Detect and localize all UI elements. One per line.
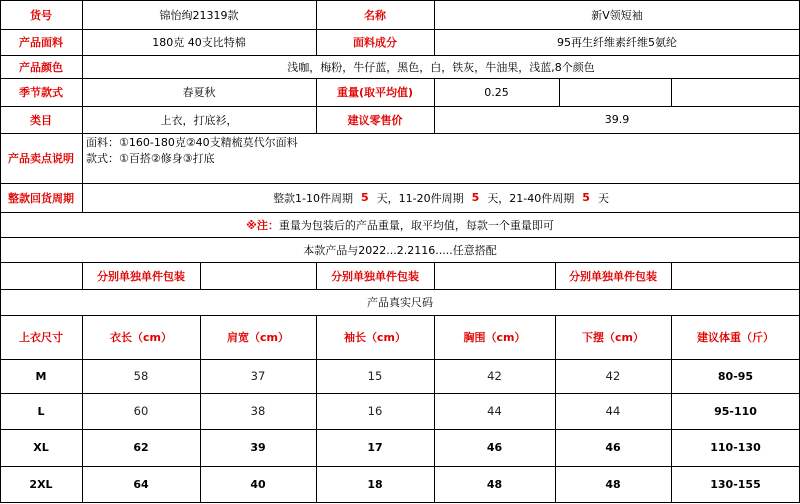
grid-line [555, 315, 556, 503]
size-cell: 64 [133, 477, 149, 491]
grid-line [0, 29, 800, 30]
label-code: 货号 [30, 8, 52, 22]
size-cell: 60 [133, 404, 149, 418]
size-cell: 40 [250, 477, 266, 491]
grid-line [0, 133, 800, 134]
grid-line [555, 262, 556, 289]
size-cell-weight: 130-155 [710, 477, 761, 491]
cycle-days-1: 5 [361, 191, 369, 204]
grid-line [434, 315, 435, 503]
packaging-note-2: 分别单独单件包装 [331, 269, 419, 283]
size-label: 2XL [29, 477, 53, 491]
grid-line [434, 262, 435, 289]
size-cell: 48 [605, 477, 621, 491]
size-cell: 44 [605, 404, 621, 418]
label-delivery-cycle: 整款回货周期 [8, 191, 74, 205]
note-mark: ※注： [246, 218, 279, 232]
grid-line [671, 78, 672, 106]
size-cell: 42 [487, 369, 502, 383]
size-cell-weight: 80-95 [717, 369, 754, 383]
colors-value: 浅咖，梅粉，牛仔蓝，黑色，白，铁灰，牛油果，浅蓝,8个颜色 [287, 60, 595, 74]
label-price: 建议零售价 [347, 113, 403, 127]
label-selling-points: 产品卖点说明 [8, 152, 74, 165]
packaging-note-3: 分别单独单件包装 [569, 269, 657, 283]
grid-line [0, 183, 800, 184]
cycle-part-3: 天，21-40件周期 [487, 191, 575, 205]
note-text: 重量为包装后的产品重量，取平均值，每款一个重量即可 [278, 218, 554, 232]
label-category: 类目 [30, 113, 52, 127]
grid-line [434, 0, 435, 55]
size-cell: 46 [605, 441, 621, 454]
grid-line [671, 262, 672, 289]
grid-line [82, 315, 83, 503]
grid-line [200, 262, 201, 289]
grid-line [0, 237, 800, 238]
grid-line [0, 55, 800, 56]
size-label: L [37, 404, 45, 418]
grid-line [316, 315, 317, 503]
selling-point-line-1: 面料：①160-180克②40支精梳莫代尔面料 [86, 136, 298, 149]
size-cell: 39 [250, 441, 266, 454]
season-value: 春夏秋 [182, 86, 216, 99]
grid-line [316, 78, 317, 133]
size-label: M [35, 369, 47, 383]
size-header-shoulder: 肩宽（cm） [227, 331, 289, 344]
size-cell: 37 [250, 369, 266, 383]
grid-line [671, 315, 672, 503]
grid-line [0, 262, 800, 263]
label-color: 产品颜色 [19, 60, 63, 74]
size-cell: 16 [367, 404, 383, 418]
packaging-note-1: 分别单独单件包装 [97, 269, 185, 283]
grid-line [0, 0, 800, 1]
grid-line [0, 106, 800, 107]
grid-line [82, 262, 83, 289]
delivery-cycle-value [82, 183, 800, 212]
cycle-part-4: 天 [597, 191, 609, 205]
grid-line [0, 78, 800, 79]
label-season: 季节款式 [19, 86, 63, 99]
cycle-part-1: 整款1-10件周期 [273, 191, 354, 205]
size-cell: 38 [250, 404, 266, 418]
size-cell: 48 [486, 477, 503, 491]
weight-value: 0.25 [484, 85, 509, 99]
grid-line [316, 262, 317, 289]
label-weight: 重量(取平均值) [336, 86, 414, 99]
category-value: 上衣，打底衫， [160, 113, 238, 127]
cycle-days-3: 5 [582, 191, 590, 204]
grid-line [316, 0, 317, 55]
grid-line [200, 315, 201, 503]
composition-value: 95再生纤维素纤维5氨纶 [557, 36, 677, 49]
size-header-hem: 下摆（cm） [582, 331, 644, 344]
cycle-part-2: 天，11-20件周期 [376, 191, 464, 205]
size-cell: 18 [367, 477, 383, 491]
size-label: XL [33, 441, 49, 454]
grid-line [0, 466, 800, 467]
size-header-length: 衣长（cm） [110, 331, 172, 344]
grid-line [0, 0, 1, 503]
size-cell: 42 [605, 369, 621, 383]
grid-line [559, 78, 560, 106]
fabric-value: 180克 40支比特棉 [152, 36, 246, 49]
grid-line [0, 393, 800, 394]
size-cell: 58 [133, 369, 149, 383]
grid-line [82, 0, 83, 212]
grid-line [0, 315, 800, 316]
weight-note [0, 212, 800, 237]
label-name: 名称 [364, 8, 386, 22]
cycle-days-2: 5 [471, 191, 480, 204]
matching-note: 本款产品与2022...2.2116.....任意搭配 [303, 243, 497, 257]
label-fabric: 产品面料 [19, 36, 63, 49]
grid-line [0, 502, 800, 503]
grid-line [0, 359, 800, 360]
grid-line [434, 78, 435, 133]
product-code: 锦怡绚21319款 [159, 8, 239, 22]
selling-point-line-2: 款式：①百搭②修身③打底 [86, 152, 215, 165]
price-value: 39.9 [604, 113, 630, 126]
label-composition: 面料成分 [353, 36, 397, 49]
grid-line [0, 429, 800, 430]
size-cell: 46 [486, 441, 503, 454]
product-name: 新V领短袖 [591, 8, 643, 22]
size-cell-weight: 110-130 [710, 441, 761, 454]
size-header-weight: 建议体重（斤） [697, 331, 774, 344]
size-header-sleeve: 袖长（cm） [344, 331, 406, 344]
grid-line [0, 212, 800, 213]
size-header-chest: 胸围（cm） [463, 331, 526, 344]
size-cell: 62 [133, 441, 149, 454]
size-table-title: 产品真实尺码 [367, 296, 433, 309]
size-cell: 17 [367, 441, 383, 454]
size-cell-weight: 95-110 [714, 404, 757, 418]
size-header-size: 上衣尺寸 [19, 331, 63, 344]
size-cell: 15 [367, 369, 383, 383]
grid-line [0, 289, 800, 290]
size-cell: 44 [487, 404, 502, 418]
